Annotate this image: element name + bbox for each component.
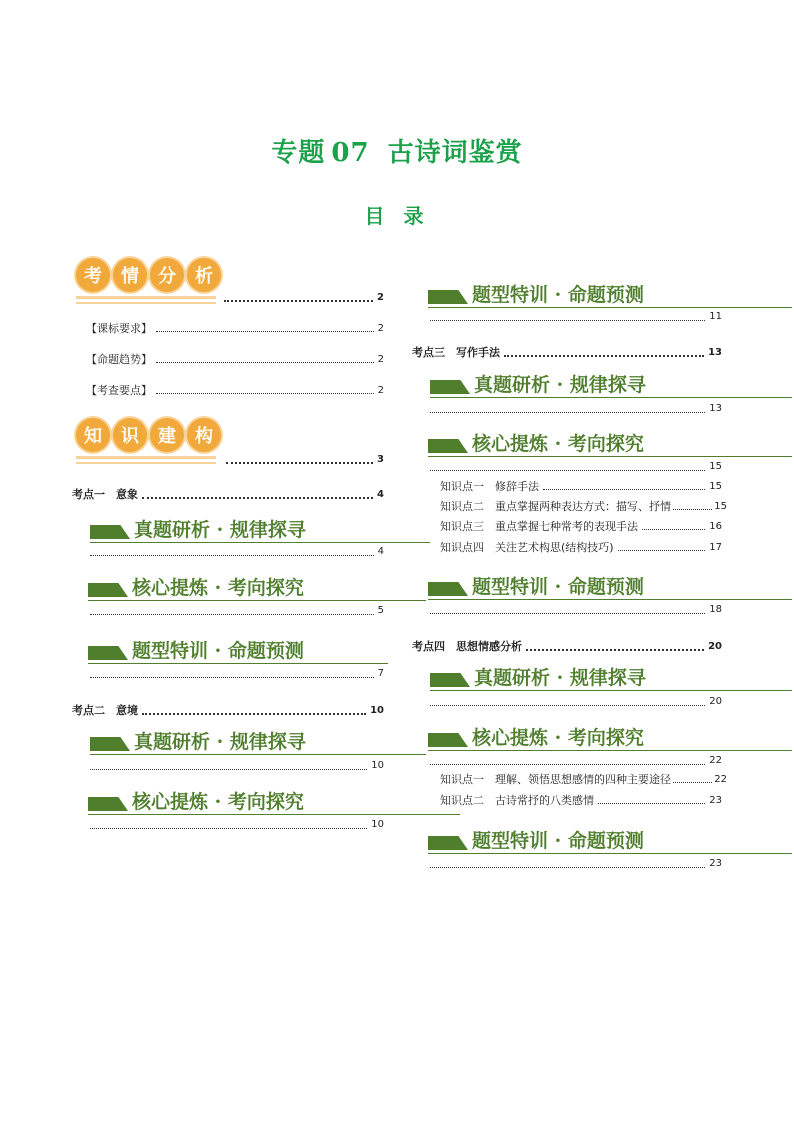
banner-hexin[interactable]: 核心提炼 · 考向探究: [88, 573, 428, 601]
banner-triangle: [428, 290, 468, 304]
dot-leader: [430, 313, 705, 321]
toc-row[interactable]: 5: [86, 605, 384, 616]
banner-triangle: [428, 733, 468, 747]
banner-line: [428, 853, 792, 854]
banner-triangle: [428, 836, 468, 850]
dot-leader: [90, 670, 374, 678]
toc-row[interactable]: 10: [86, 760, 384, 771]
toc-row[interactable]: 10: [86, 819, 384, 830]
dot-leader: [156, 386, 374, 394]
toc-row-kaodian4[interactable]: 考点四 思想情感分析 20: [412, 640, 722, 653]
banner-tixing[interactable]: 题型特训 · 命题预测: [428, 826, 792, 854]
toc-row-kaodian1[interactable]: 考点一 意象 4: [72, 488, 384, 501]
banner-triangle: [428, 582, 468, 596]
dot-leader: [430, 698, 705, 706]
toc-row[interactable]: 【考查要点】 2: [86, 384, 384, 397]
banner-line: [430, 397, 792, 398]
banner-zhenti[interactable]: 真题研析 · 规律探寻: [430, 663, 792, 691]
dot-leader: [504, 348, 704, 357]
dot-leader: [642, 522, 705, 530]
dot-leader: [430, 463, 705, 471]
banner-triangle: [88, 797, 128, 811]
toc-row-kaodian2[interactable]: 考点二 意境 10: [72, 704, 384, 717]
toc-row-point[interactable]: 知识点二 古诗常抒的八类感情 23: [440, 794, 722, 807]
toc-row[interactable]: 4: [86, 546, 384, 557]
banner-triangle: [428, 439, 468, 453]
dot-leader: [430, 757, 705, 765]
banner-zhenti[interactable]: 真题研析 · 规律探寻: [90, 727, 430, 755]
dot-leader: [156, 324, 374, 332]
banner-zhenti[interactable]: 真题研析 · 规律探寻: [90, 515, 430, 543]
banner-line: [88, 663, 388, 664]
banner-triangle: [430, 380, 470, 394]
banner-hexin[interactable]: 核心提炼 · 考向探究: [428, 429, 792, 457]
toc-row[interactable]: 11: [426, 311, 722, 322]
dot-leader: [430, 405, 705, 413]
dot-leader: [142, 706, 366, 715]
badge-underline: [76, 296, 216, 299]
banner-line: [88, 814, 460, 815]
dot-leader: [90, 548, 374, 556]
page-title: 专题 07 古诗词鉴赏: [271, 138, 523, 168]
dot-leader: [618, 543, 706, 551]
banner-triangle: [430, 673, 470, 687]
toc-row[interactable]: 23: [426, 858, 722, 869]
toc-row-kaoqing[interactable]: 2: [220, 292, 384, 303]
toc-row[interactable]: 7: [86, 668, 384, 679]
toc-row-point[interactable]: 知识点四 关注艺术构思(结构技巧) 17: [440, 541, 722, 554]
dot-leader: [430, 860, 705, 868]
banner-line: [428, 750, 792, 751]
toc-row[interactable]: 22: [426, 755, 722, 766]
toc-row[interactable]: 18: [426, 604, 722, 615]
badge-underline: [76, 302, 216, 304]
toc-row-point[interactable]: 知识点一 理解、领悟思想感情的四种主要途径 22: [440, 773, 727, 786]
banner-hexin[interactable]: 核心提炼 · 考向探究: [88, 787, 468, 815]
badge-underline: [76, 462, 216, 464]
dot-leader: [598, 796, 705, 804]
badge-kaoqing-fenxi[interactable]: 考 情 分 析: [76, 258, 221, 292]
banner-tixing[interactable]: 题型特训 · 命题预测: [428, 280, 792, 308]
badge-zhishi-jiangou[interactable]: 知 识 建 构: [76, 418, 221, 452]
dot-leader: [90, 607, 374, 615]
banner-hexin[interactable]: 核心提炼 · 考向探究: [428, 723, 792, 751]
banner-tixing[interactable]: 题型特训 · 命题预测: [428, 572, 792, 600]
dot-leader: [430, 606, 705, 614]
banner-zhenti[interactable]: 真题研析 · 规律探寻: [430, 370, 792, 398]
dot-leader: [226, 455, 373, 464]
toc-heading: 目 录: [364, 204, 430, 228]
toc-row[interactable]: 15: [426, 461, 722, 472]
dot-leader: [90, 821, 367, 829]
toc-row-kaodian3[interactable]: 考点三 写作手法 13: [412, 346, 722, 359]
dot-leader: [142, 490, 373, 499]
banner-line: [428, 456, 792, 457]
toc-row-point[interactable]: 知识点二 重点掌握两种表达方式：描写、抒情 15: [440, 500, 727, 513]
dot-leader: [543, 482, 705, 490]
dot-leader: [90, 762, 367, 770]
banner-line: [428, 307, 792, 308]
banner-triangle: [90, 737, 130, 751]
dot-leader: [673, 502, 712, 510]
dot-leader: [224, 293, 373, 302]
banner-line: [430, 690, 792, 691]
toc-row-zhishi[interactable]: 3: [222, 454, 384, 465]
dot-leader: [526, 642, 704, 651]
dot-leader: [156, 355, 374, 363]
banner-line: [90, 754, 426, 755]
toc-row[interactable]: 【命题趋势】 2: [86, 353, 384, 366]
banner-line: [428, 599, 792, 600]
banner-tixing[interactable]: 题型特训 · 命题预测: [88, 636, 428, 664]
dot-leader: [673, 775, 712, 783]
banner-line: [90, 542, 430, 543]
banner-line: [88, 600, 426, 601]
banner-triangle: [88, 583, 128, 597]
banner-triangle: [90, 525, 130, 539]
banner-triangle: [88, 646, 128, 660]
toc-row[interactable]: 【课标要求】 2: [86, 322, 384, 335]
toc-row-point[interactable]: 知识点三 重点掌握七种常考的表现手法 16: [440, 520, 722, 533]
badge-underline: [76, 456, 216, 459]
toc-row[interactable]: 20: [426, 696, 722, 707]
toc-row[interactable]: 13: [426, 403, 722, 414]
toc-row-point[interactable]: 知识点一 修辞手法 15: [440, 480, 722, 493]
